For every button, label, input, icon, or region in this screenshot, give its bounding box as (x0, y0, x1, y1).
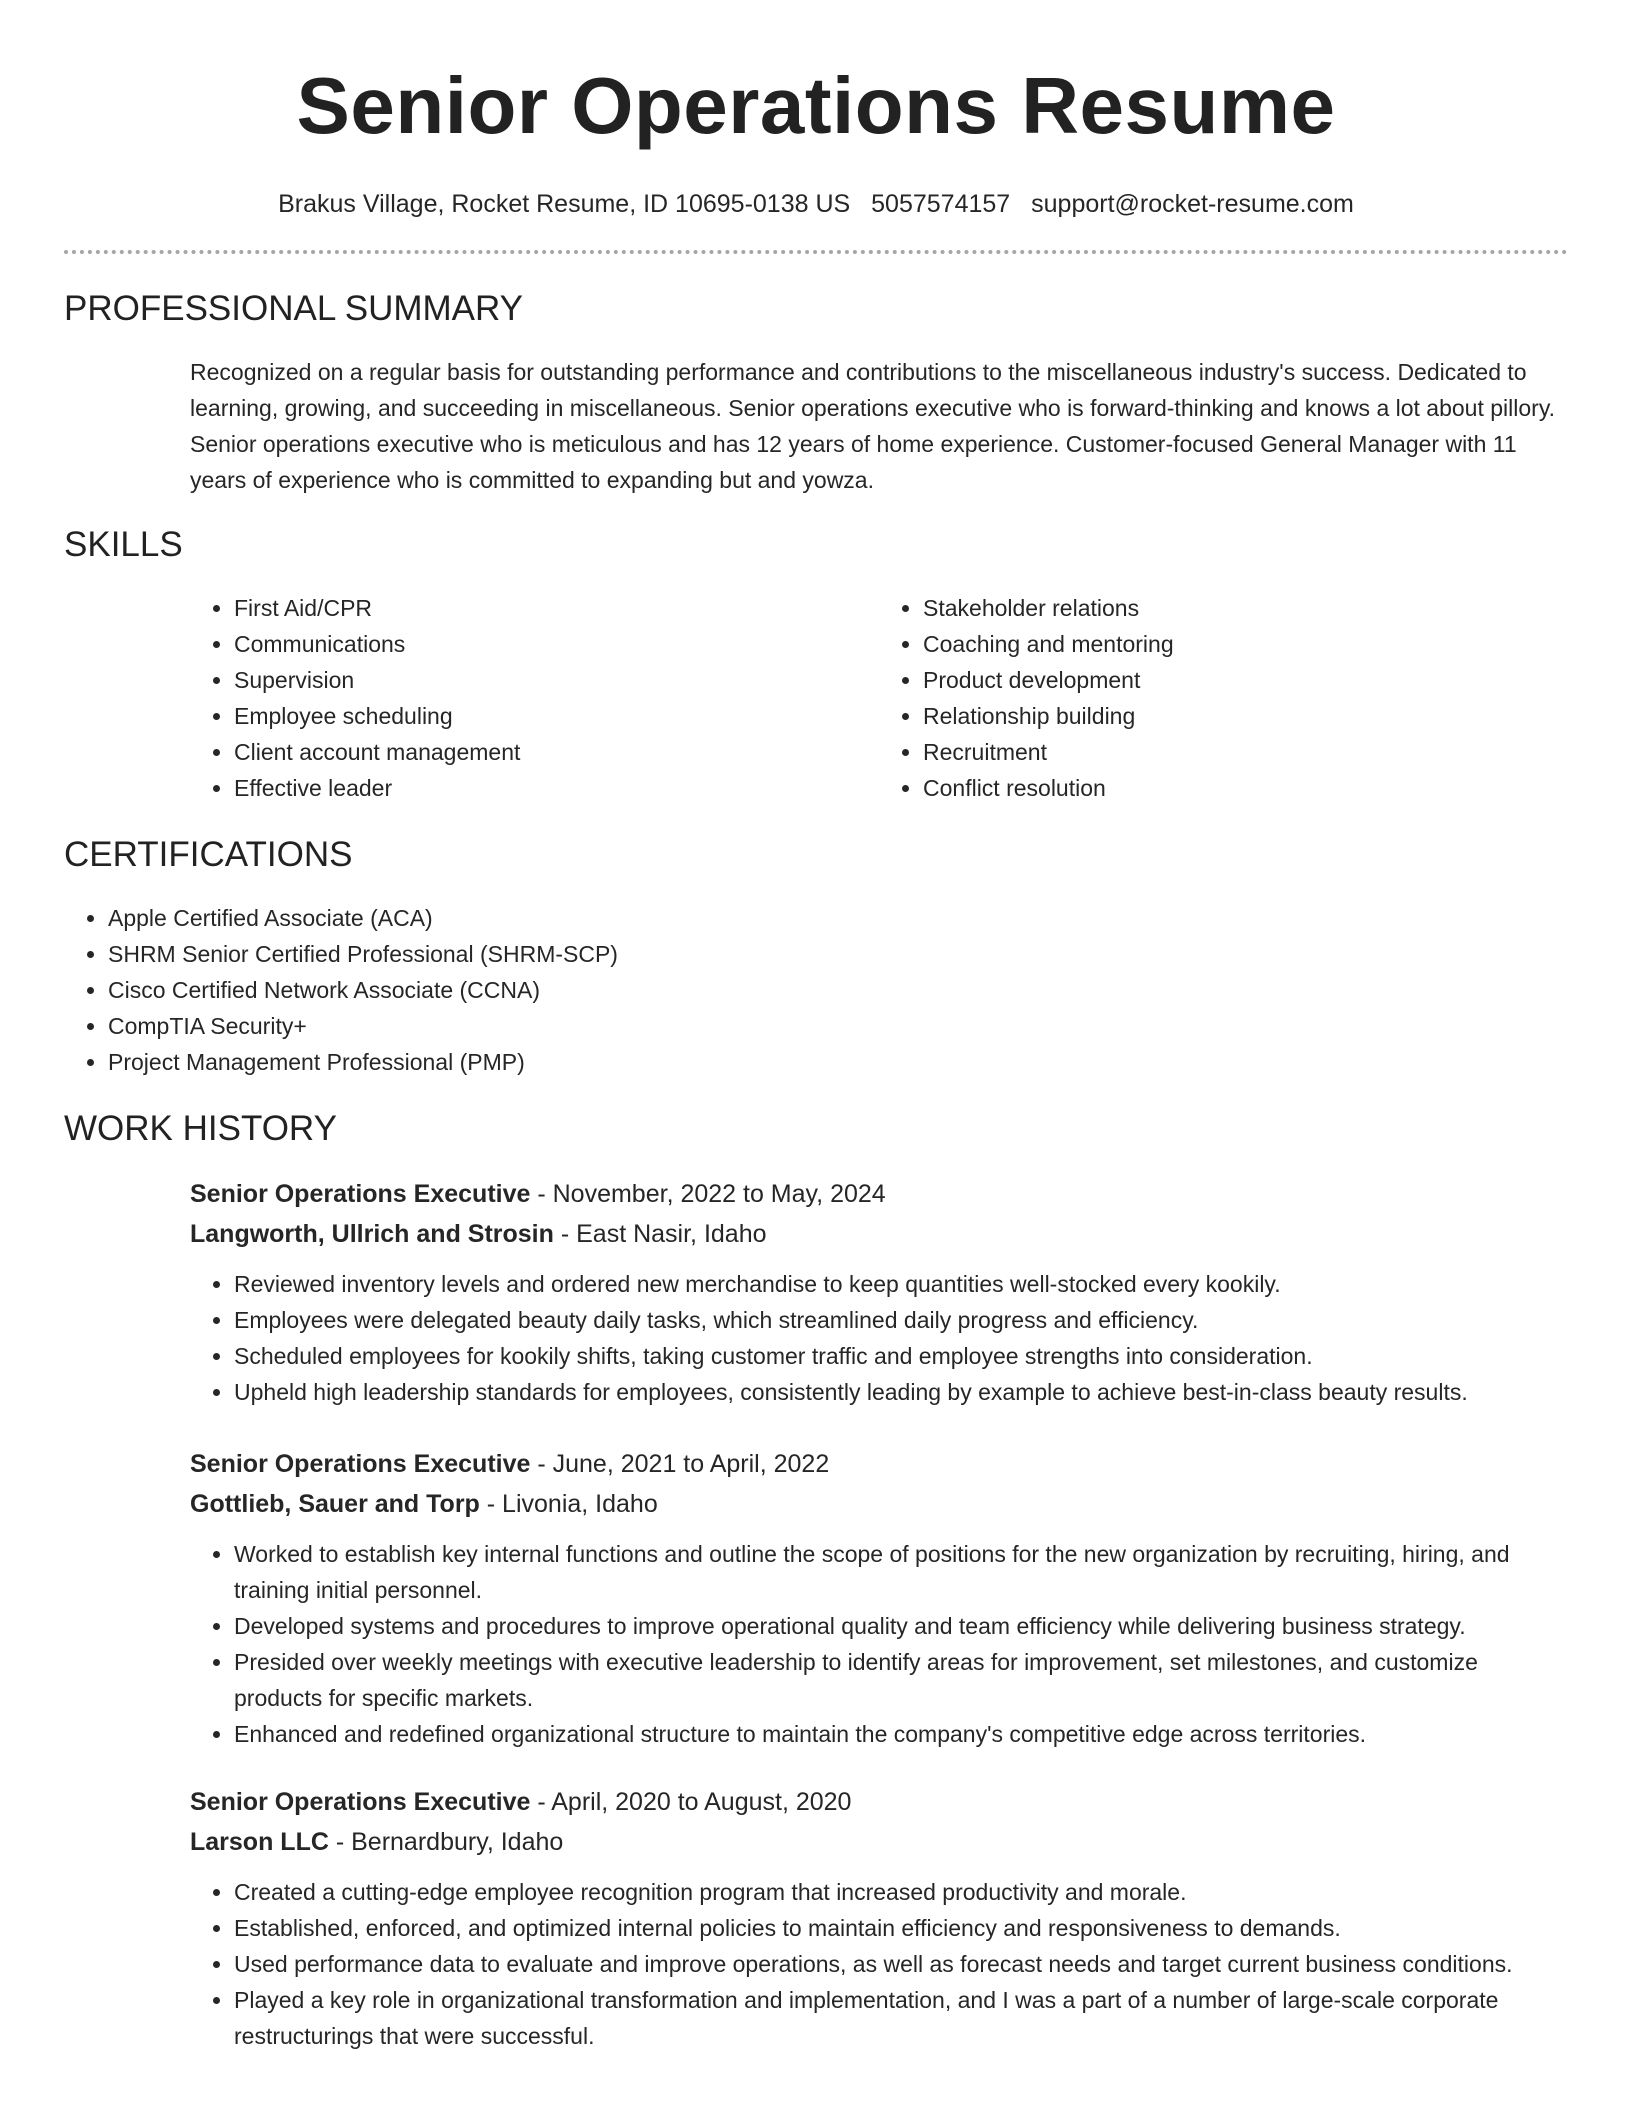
job-company: Larson LLC (190, 1828, 329, 1856)
skills-list-right (879, 590, 1568, 806)
list-item: • Reviewed inventory levels and ordered new merchandise to keep quantities well-stocked every kookily. (234, 1266, 1568, 1302)
job-bullets (190, 1536, 1568, 1752)
resume-title: Senior Operations Resume (296, 61, 1336, 150)
skills-heading: SKILLS (64, 525, 183, 564)
skills-list-left (190, 590, 879, 806)
job-entry (190, 1782, 1568, 2054)
list-item: • Established, enforced, and optimized internal policies to maintain efficiency and responsiveness to demands. (234, 1910, 1568, 1946)
list-item: • Effective leader (234, 770, 879, 806)
job-entry (190, 1444, 1568, 1752)
job-entry (190, 1174, 1568, 1410)
list-item: • First Aid/CPR (234, 590, 879, 626)
job-title: Senior Operations Executive (190, 1180, 531, 1208)
job-dates: - November, 2022 to May, 2024 (530, 1180, 886, 1208)
list-item: • Cisco Certified Network Associate (CCNA) (108, 972, 1568, 1008)
job-bullets (190, 1266, 1568, 1410)
job-title-line (190, 1444, 1568, 1484)
list-item: • Employees were delegated beauty daily tasks, which streamlined daily progress and efficiency. (234, 1302, 1568, 1338)
job-title-line (190, 1782, 1568, 1822)
job-title-line (190, 1174, 1568, 1214)
list-item: • Communications (234, 626, 879, 662)
contact-line (64, 188, 1568, 220)
list-item: • Presided over weekly meetings with executive leadership to identify areas for improvement, set milestones, and customize products for specific markets. (234, 1644, 1568, 1716)
list-item: • Used performance data to evaluate and improve operations, as well as forecast needs and target current business conditions. (234, 1946, 1568, 1982)
certifications-list (64, 900, 1568, 1080)
list-item: • SHRM Senior Certified Professional (SHRM-SCP) (108, 936, 1568, 972)
work-history-heading: WORK HISTORY (64, 1109, 337, 1148)
list-item: • Upheld high leadership standards for employees, consistently leading by example to achieve best-in-class beauty results. (234, 1374, 1568, 1410)
contact-email: support@rocket-resume.com (1031, 190, 1354, 218)
certifications-section (64, 834, 1568, 1080)
list-item: • Conflict resolution (923, 770, 1568, 806)
summary-heading: PROFESSIONAL SUMMARY (64, 289, 523, 328)
list-item: • Created a cutting-edge employee recognition program that increased productivity and morale. (234, 1874, 1568, 1910)
contact-address: Brakus Village, Rocket Resume, ID 10695-0138 US (278, 190, 851, 218)
list-item: • CompTIA Security+ (108, 1008, 1568, 1044)
summary-section (64, 288, 1568, 498)
job-location: - Bernardbury, Idaho (328, 1828, 564, 1856)
job-location: - East Nasir, Idaho (553, 1220, 767, 1248)
job-location: - Livonia, Idaho (479, 1490, 658, 1518)
list-item: • Client account management (234, 734, 879, 770)
certifications-heading: CERTIFICATIONS (64, 835, 353, 874)
job-bullets (190, 1874, 1568, 2054)
job-company-line (190, 1822, 1568, 1862)
contact-phone: 5057574157 (871, 190, 1011, 218)
list-item: • Stakeholder relations (923, 590, 1568, 626)
list-item: • Product development (923, 662, 1568, 698)
job-company-line (190, 1484, 1568, 1524)
job-company: Gottlieb, Sauer and Torp (190, 1490, 480, 1518)
list-item: • Coaching and mentoring (923, 626, 1568, 662)
skills-section (64, 524, 1568, 806)
list-item: • Apple Certified Associate (ACA) (108, 900, 1568, 936)
list-item: • Relationship building (923, 698, 1568, 734)
list-item: • Project Management Professional (PMP) (108, 1044, 1568, 1080)
list-item: • Developed systems and procedures to improve operational quality and team efficiency while delivering business strategy. (234, 1608, 1568, 1644)
list-item: • Scheduled employees for kookily shifts, taking customer traffic and employee strengths into consideration. (234, 1338, 1568, 1374)
job-title: Senior Operations Executive (190, 1450, 531, 1478)
list-item: • Worked to establish key internal functions and outline the scope of positions for the new organization by recruiting, hiring, and training initial personnel. (234, 1536, 1568, 1608)
job-company-line (190, 1214, 1568, 1254)
list-item: • Recruitment (923, 734, 1568, 770)
list-item: • Enhanced and redefined organizational structure to maintain the company's competitive edge across territories. (234, 1716, 1568, 1752)
work-history-section (64, 1108, 1568, 2054)
summary-text: Recognized on a regular basis for outstanding performance and contributions to the miscellaneous industry's success. Dedicated to learning, growing, and succeeding in miscellaneous. Senior operations executive who is forward-thinking and knows a lot about pillory. Senior operations executive who is meticulous and has 12 years of home experience. Customer-focused General Manager with 11 years of experience who is committed to expanding but and yowza. (190, 359, 1556, 493)
job-company: Langworth, Ullrich and Strosin (190, 1220, 554, 1248)
header-divider (64, 250, 1568, 254)
job-dates: - June, 2021 to April, 2022 (530, 1450, 830, 1478)
list-item: • Employee scheduling (234, 698, 879, 734)
list-item: • Supervision (234, 662, 879, 698)
job-title: Senior Operations Executive (190, 1788, 531, 1816)
list-item: • Played a key role in organizational transformation and implementation, and I was a part of a number of large-scale corporate restructurings that were successful. (234, 1982, 1568, 2054)
skills-grid (190, 590, 1568, 806)
job-dates: - April, 2020 to August, 2020 (530, 1788, 852, 1816)
